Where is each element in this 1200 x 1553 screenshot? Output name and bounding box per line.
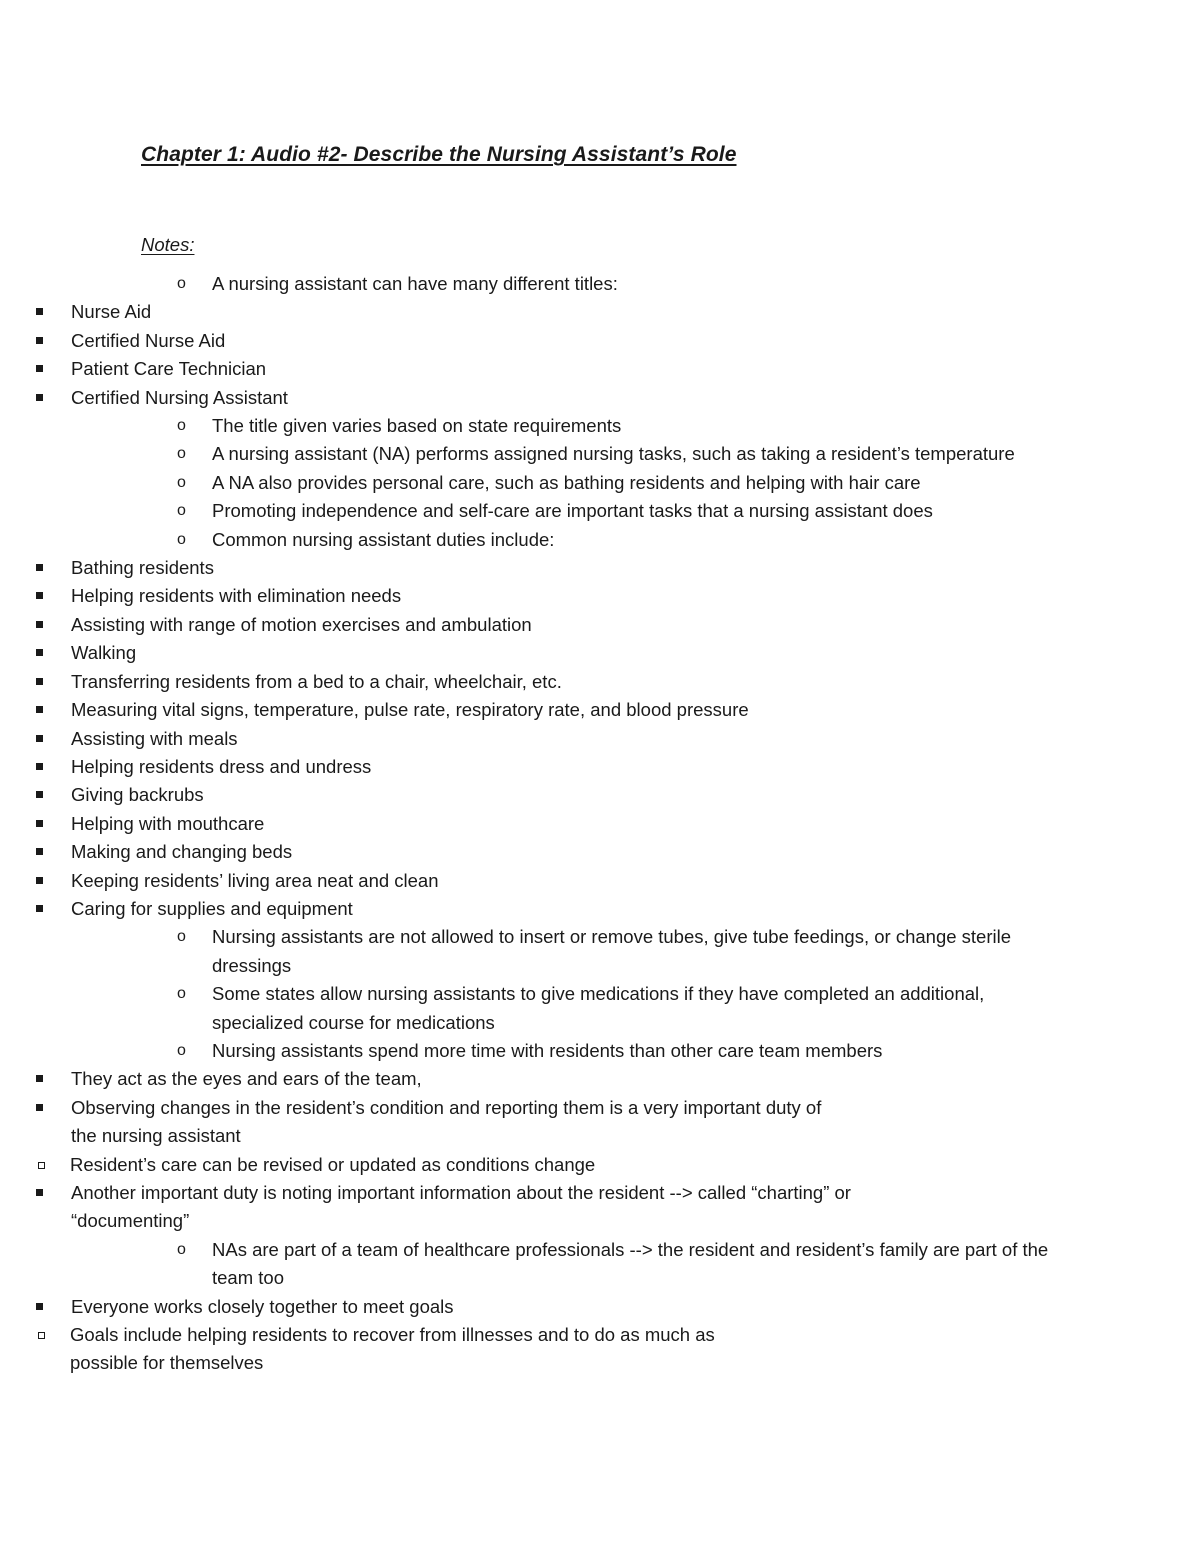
list-item-text: Making and changing beds	[71, 841, 293, 863]
list-item-level-0	[0, 412, 1062, 440]
list-item-text: Certified Nursing Assistant	[71, 386, 288, 408]
hollow-circle-bullet-icon: o	[177, 928, 186, 946]
square-bullet-icon	[36, 1189, 43, 1196]
list-item-level-0	[0, 270, 1062, 298]
list-item-level-1	[0, 1094, 851, 1151]
square-bullet-icon	[36, 706, 43, 713]
list-item-text: Everyone works closely together to meet goals	[71, 1295, 454, 1317]
list-item-text: Helping residents dress and undress	[71, 755, 372, 777]
list-item-text: Goals include helping residents to recover from illnesses and to do as much as possible for themselves	[70, 1324, 715, 1374]
list-item-text: Some states allow nursing assistants to give medications if they have completed an additional, specialized course for medications	[212, 983, 985, 1033]
list-item-level-1	[0, 298, 851, 326]
square-bullet-icon	[36, 337, 43, 344]
list-item-text: A nursing assistant (NA) performs assigned nursing tasks, such as taking a resident’s temperature	[212, 443, 1015, 465]
list-item-level-1	[0, 895, 851, 923]
hollow-square-bullet-icon	[38, 1332, 45, 1339]
list-item-level-1	[0, 753, 851, 781]
square-bullet-icon	[36, 365, 43, 372]
list-item-text: The title given varies based on state requirements	[212, 415, 622, 437]
sub-list-level-1	[0, 1065, 1200, 1235]
sub-list-level-2	[0, 1151, 1200, 1179]
square-bullet-icon	[36, 394, 43, 401]
square-bullet-icon	[36, 763, 43, 770]
list-item-text: Measuring vital signs, temperature, pulse rate, respiratory rate, and blood pressure	[71, 699, 749, 721]
list-item-level-0	[0, 497, 1062, 525]
page-title: Chapter 1: Audio #2- Describe the Nursing Assistant’s Role	[141, 143, 737, 166]
list-item-text: NAs are part of a team of healthcare professionals --> the resident and resident’s family are part of the team too	[212, 1238, 1049, 1289]
hollow-circle-bullet-icon: o	[177, 985, 186, 1003]
list-item-level-1	[0, 781, 851, 809]
list-item-text: Giving backrubs	[71, 784, 204, 806]
list-item-level-1	[0, 384, 851, 412]
square-bullet-icon	[36, 877, 43, 884]
list-item-text: Caring for supplies and equipment	[71, 897, 353, 919]
list-item-text: A nursing assistant can have many different titles:	[212, 273, 618, 294]
list-item-text: Promoting independence and self-care are important tasks that a nursing assistant does	[212, 500, 933, 522]
list-item-level-2	[0, 1151, 780, 1179]
square-bullet-icon	[36, 735, 43, 742]
hollow-circle-bullet-icon: o	[177, 530, 186, 548]
list-item-level-1	[0, 1293, 851, 1321]
list-item-level-1	[0, 668, 851, 696]
list-item-text: Helping with mouthcare	[71, 812, 265, 834]
notes-label: Notes:	[141, 234, 195, 255]
list-item-text: Walking	[71, 642, 137, 664]
list-item-level-0	[0, 1236, 1062, 1293]
list-item-level-1	[0, 327, 851, 355]
list-item-text: Patient Care Technician	[71, 358, 267, 380]
list-item-text: Another important duty is noting important information about the resident --> called “charting” or “documenting”	[71, 1182, 851, 1232]
list-item-level-1	[0, 1065, 851, 1093]
sub-list-level-1	[0, 298, 1200, 412]
sub-list-level-1	[0, 554, 1200, 923]
square-bullet-icon	[36, 1104, 43, 1111]
list-item-level-1	[0, 810, 851, 838]
square-bullet-icon	[36, 791, 43, 798]
list-item-text: Certified Nurse Aid	[71, 329, 226, 351]
list-item-level-1	[0, 355, 851, 383]
list-item-level-1	[0, 867, 851, 895]
list-item-text: Common nursing assistant duties include:	[212, 528, 555, 550]
square-bullet-icon	[36, 564, 43, 571]
square-bullet-icon	[36, 905, 43, 912]
list-item-level-0	[0, 923, 1062, 980]
square-bullet-icon	[36, 649, 43, 656]
list-item-text: Nurse Aid	[71, 301, 152, 323]
square-bullet-icon	[36, 621, 43, 628]
list-item-level-0	[0, 1037, 1062, 1065]
square-bullet-icon	[36, 1075, 43, 1082]
list-item-text: A NA also provides personal care, such as bathing residents and helping with hair care	[212, 471, 921, 493]
list-item-text: Resident’s care can be revised or updated as conditions change	[70, 1153, 596, 1175]
list-item-text: Assisting with range of motion exercises and ambulation	[71, 613, 532, 635]
square-bullet-icon	[36, 678, 43, 685]
square-bullet-icon	[36, 1303, 43, 1310]
hollow-square-bullet-icon	[38, 1162, 45, 1169]
sub-list-level-2	[0, 1321, 1200, 1378]
notes-list	[0, 270, 1200, 1378]
hollow-circle-bullet-icon: o	[177, 417, 186, 435]
square-bullet-icon	[36, 308, 43, 315]
list-item-level-0	[0, 440, 1062, 468]
hollow-circle-bullet-icon: o	[177, 275, 186, 292]
list-item-level-1	[0, 696, 851, 724]
list-item-text: Bathing residents	[71, 557, 214, 579]
list-item-level-1	[0, 639, 851, 667]
list-item-level-0	[0, 526, 1062, 554]
list-item-level-1	[0, 838, 851, 866]
square-bullet-icon	[36, 848, 43, 855]
list-item-level-1	[0, 582, 851, 610]
square-bullet-icon	[36, 592, 43, 599]
list-item-level-0	[0, 469, 1062, 497]
list-item-text: They act as the eyes and ears of the team,	[71, 1068, 422, 1090]
list-item-text: Nursing assistants spend more time with residents than other care team members	[212, 1039, 883, 1061]
list-item-level-0	[0, 980, 1062, 1037]
sub-list-level-1	[0, 1293, 1200, 1378]
list-item-level-1	[0, 1179, 851, 1236]
hollow-circle-bullet-icon: o	[177, 1041, 186, 1059]
list-item-text: Nursing assistants are not allowed to insert or remove tubes, give tube feedings, or change sterile dressings	[212, 926, 1012, 976]
hollow-circle-bullet-icon: o	[177, 1240, 186, 1258]
list-item-level-2	[0, 1321, 780, 1378]
list-item-level-1	[0, 554, 851, 582]
hollow-circle-bullet-icon: o	[177, 502, 186, 520]
list-item-text: Helping residents with elimination needs	[71, 585, 402, 607]
hollow-circle-bullet-icon: o	[177, 445, 186, 463]
square-bullet-icon	[36, 820, 43, 827]
hollow-circle-bullet-icon: o	[177, 473, 186, 491]
list-item-text: Transferring residents from a bed to a chair, wheelchair, etc.	[71, 670, 562, 692]
list-item-level-1	[0, 611, 851, 639]
list-item-text: Assisting with meals	[71, 727, 238, 749]
list-item-text: Observing changes in the resident’s condition and reporting them is a very important duty of the nursing assistant	[71, 1096, 822, 1147]
list-item-level-1	[0, 725, 851, 753]
list-item-text: Keeping residents’ living area neat and clean	[71, 869, 439, 891]
